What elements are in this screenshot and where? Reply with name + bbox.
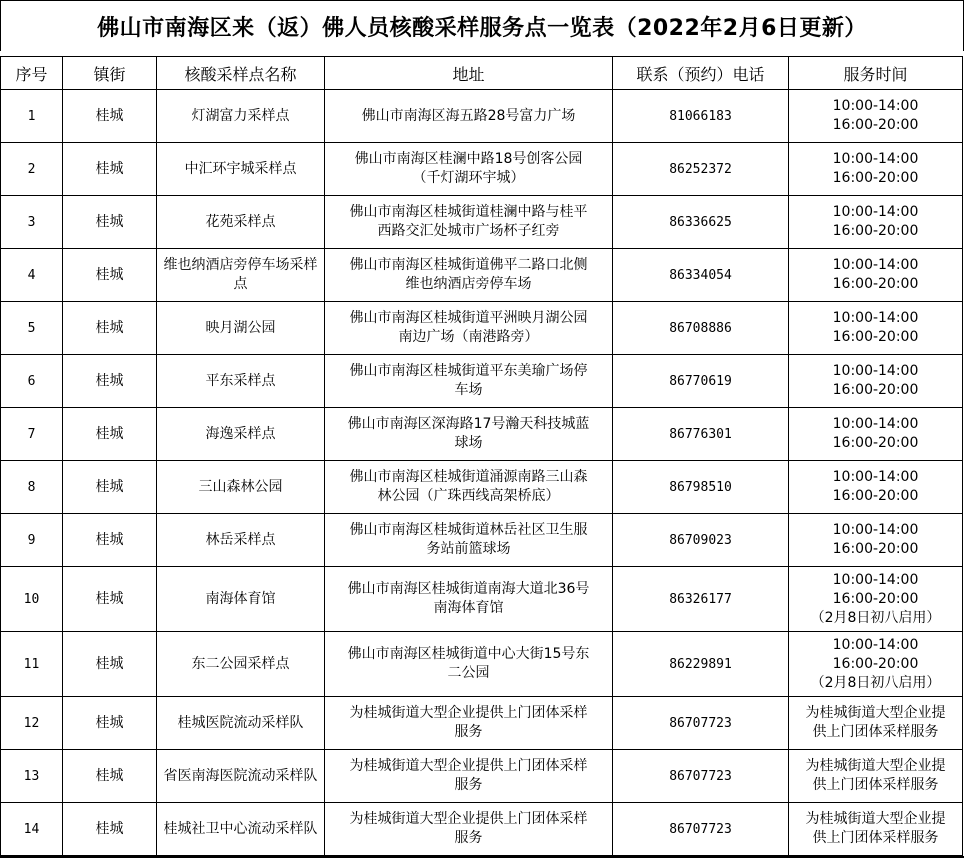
cell-address-line: 佛山市南海区桂城街道涌源南路三山森	[349, 469, 588, 485]
table-row	[1, 567, 963, 632]
cell-town: 桂城	[63, 408, 157, 461]
table-row	[1, 90, 963, 143]
cell-phone: 86770619	[613, 355, 789, 408]
table-row	[1, 249, 963, 302]
cell-phone: 86334054	[613, 249, 789, 302]
cell-seq: 6	[1, 355, 63, 408]
cell-hours	[789, 750, 963, 803]
cell-hours-line: 供上门团体采样服务	[812, 777, 939, 793]
cell-site: 花苑采样点	[157, 196, 325, 249]
cell-site: 省医南海医院流动采样队	[157, 750, 325, 803]
cell-hours-line: 为桂城街道大型企业提	[805, 758, 946, 774]
cell-site: 映月湖公园	[157, 302, 325, 355]
cell-seq: 7	[1, 408, 63, 461]
header-phone: 联系（预约）电话	[613, 57, 789, 90]
cell-hours-line: 16:00-20:00	[832, 541, 919, 557]
table-row	[1, 355, 963, 408]
cell-hours	[789, 567, 963, 632]
cell-town: 桂城	[63, 697, 157, 750]
cell-site: 灯湖富力采样点	[157, 90, 325, 143]
cell-address	[325, 632, 613, 697]
cell-town: 桂城	[63, 461, 157, 514]
cell-address-line: 佛山市南海区桂城街道佛平二路口北侧	[349, 257, 588, 273]
cell-phone: 86708886	[613, 302, 789, 355]
cell-hours-line: 16:00-20:00	[832, 655, 919, 672]
cell-seq: 4	[1, 249, 63, 302]
header-seq: 序号	[1, 57, 63, 90]
cell-seq: 10	[1, 567, 63, 632]
header-hours: 服务时间	[789, 57, 963, 90]
cell-address-line: 佛山市南海区桂澜中路18号创客公园	[354, 151, 583, 167]
cell-address-line: 为桂城街道大型企业提供上门团体采样	[349, 811, 588, 827]
cell-address	[325, 750, 613, 803]
cell-address	[325, 302, 613, 355]
cell-phone: 81066183	[613, 90, 789, 143]
cell-seq: 11	[1, 632, 63, 697]
cell-address-line: 服务	[454, 724, 483, 740]
cell-address-line: 服务	[454, 830, 483, 846]
cell-town: 桂城	[63, 514, 157, 567]
sampling-sites-table	[0, 56, 963, 856]
cell-address-line: （千灯湖环宇城）	[412, 170, 525, 186]
cell-hours-line: 供上门团体采样服务	[812, 830, 939, 846]
cell-site: 三山森林公园	[157, 461, 325, 514]
cell-hours	[789, 143, 963, 196]
cell-phone: 86326177	[613, 567, 789, 632]
cell-address-line: 佛山市南海区深海路17号瀚天科技城蓝	[347, 416, 590, 432]
cell-address	[325, 697, 613, 750]
cell-address-line: 林公园（广珠西线高架桥底）	[377, 488, 560, 504]
cell-hours-line: 10:00-14:00	[832, 310, 919, 326]
table-row	[1, 697, 963, 750]
cell-hours-line: 10:00-14:00	[832, 363, 919, 379]
cell-hours	[789, 803, 963, 856]
cell-site: 中汇环宇城采样点	[157, 143, 325, 196]
cell-address-line: 服务	[454, 777, 483, 793]
cell-hours-line: 10:00-14:00	[832, 469, 919, 485]
cell-town: 桂城	[63, 143, 157, 196]
cell-address-line: 为桂城街道大型企业提供上门团体采样	[349, 705, 588, 721]
cell-phone: 86707723	[613, 750, 789, 803]
header-address: 地址	[325, 57, 613, 90]
cell-seq: 1	[1, 90, 63, 143]
cell-town: 桂城	[63, 567, 157, 632]
cell-town: 桂城	[63, 750, 157, 803]
cell-address-line: 佛山市南海区桂城街道中心大街15号东	[347, 646, 590, 662]
table-row	[1, 302, 963, 355]
table-row	[1, 196, 963, 249]
cell-hours-line: 16:00-20:00	[832, 329, 919, 345]
cell-address-line: 为桂城街道大型企业提供上门团体采样	[349, 758, 588, 774]
cell-town: 桂城	[63, 249, 157, 302]
cell-site: 南海体育馆	[157, 567, 325, 632]
cell-hours-line: 10:00-14:00	[832, 636, 919, 653]
cell-hours-line: 16:00-20:00	[832, 435, 919, 451]
cell-address	[325, 567, 613, 632]
cell-site: 维也纳酒店旁停车场采样点	[157, 249, 325, 302]
cell-site: 海逸采样点	[157, 408, 325, 461]
table-row	[1, 750, 963, 803]
cell-hours-line: 10:00-14:00	[832, 204, 919, 220]
header-site: 核酸采样点名称	[157, 57, 325, 90]
cell-hours-line: （2月8日初八启用）	[810, 674, 941, 691]
cell-seq: 8	[1, 461, 63, 514]
cell-address	[325, 514, 613, 567]
cell-phone: 86707723	[613, 803, 789, 856]
table-row	[1, 514, 963, 567]
cell-site: 林岳采样点	[157, 514, 325, 567]
cell-address-line: 南海体育馆	[433, 600, 504, 616]
cell-address	[325, 143, 613, 196]
cell-hours-line: （2月8日初八启用）	[810, 609, 941, 626]
table-header-row	[1, 57, 963, 90]
cell-address-line: 球场	[454, 435, 483, 451]
cell-site: 平东采样点	[157, 355, 325, 408]
cell-hours	[789, 302, 963, 355]
cell-address-line: 南边广场（南港路旁）	[398, 329, 539, 345]
cell-hours-line: 10:00-14:00	[832, 98, 919, 114]
cell-address-line: 车场	[454, 382, 483, 398]
cell-address	[325, 408, 613, 461]
cell-seq: 2	[1, 143, 63, 196]
cell-address	[325, 249, 613, 302]
cell-hours	[789, 461, 963, 514]
cell-hours-line: 16:00-20:00	[832, 488, 919, 504]
cell-hours	[789, 196, 963, 249]
cell-town: 桂城	[63, 196, 157, 249]
cell-phone: 86776301	[613, 408, 789, 461]
cell-address	[325, 803, 613, 856]
table-body	[1, 90, 963, 856]
cell-town: 桂城	[63, 302, 157, 355]
table-row	[1, 461, 963, 514]
cell-hours	[789, 355, 963, 408]
cell-address-line: 佛山市南海区桂城街道桂澜中路与桂平	[349, 204, 588, 220]
cell-hours-line: 10:00-14:00	[832, 151, 919, 167]
cell-town: 桂城	[63, 632, 157, 697]
cell-hours	[789, 514, 963, 567]
cell-seq: 9	[1, 514, 63, 567]
cell-address	[325, 461, 613, 514]
cell-hours-line: 16:00-20:00	[832, 170, 919, 186]
cell-hours-line: 10:00-14:00	[832, 416, 919, 432]
cell-seq: 13	[1, 750, 63, 803]
cell-hours	[789, 249, 963, 302]
cell-address-line: 维也纳酒店旁停车场	[405, 276, 532, 292]
header-town: 镇街	[63, 57, 157, 90]
page-title: 佛山市南海区来（返）佛人员核酸采样服务点一览表（2022年2月6日更新）	[0, 0, 964, 51]
cell-hours-line: 16:00-20:00	[832, 117, 919, 133]
cell-phone: 86252372	[613, 143, 789, 196]
cell-address-line: 佛山市南海区海五路28号富力广场	[361, 107, 576, 124]
cell-phone: 86229891	[613, 632, 789, 697]
cell-address-line: 佛山市南海区桂城街道平东美瑜广场停	[349, 363, 588, 379]
cell-phone: 86798510	[613, 461, 789, 514]
cell-hours-line: 10:00-14:00	[832, 571, 919, 588]
table-row	[1, 143, 963, 196]
cell-hours-line: 16:00-20:00	[832, 276, 919, 292]
cell-hours-line: 为桂城街道大型企业提	[805, 811, 946, 827]
cell-seq: 5	[1, 302, 63, 355]
cell-town: 桂城	[63, 355, 157, 408]
cell-site: 东二公园采样点	[157, 632, 325, 697]
cell-hours-line: 16:00-20:00	[832, 382, 919, 398]
cell-hours	[789, 632, 963, 697]
cell-hours-line: 16:00-20:00	[832, 223, 919, 239]
cell-address-line: 佛山市南海区桂城街道林岳社区卫生服	[349, 522, 588, 538]
cell-town: 桂城	[63, 90, 157, 143]
table-row	[1, 632, 963, 697]
table-row	[1, 803, 963, 856]
cell-address	[325, 90, 613, 143]
cell-hours	[789, 408, 963, 461]
cell-phone: 86709023	[613, 514, 789, 567]
cell-hours-line: 10:00-14:00	[832, 522, 919, 538]
table-row	[1, 408, 963, 461]
cell-seq: 12	[1, 697, 63, 750]
cell-address-line: 佛山市南海区桂城街道平洲映月湖公园	[349, 310, 588, 326]
cell-site: 桂城医院流动采样队	[157, 697, 325, 750]
cell-address-line: 务站前篮球场	[426, 541, 511, 557]
cell-site: 桂城社卫中心流动采样队	[157, 803, 325, 856]
cell-address	[325, 355, 613, 408]
cell-hours	[789, 697, 963, 750]
cell-address-line: 二公园	[447, 665, 490, 681]
cell-phone: 86707723	[613, 697, 789, 750]
cell-phone: 86336625	[613, 196, 789, 249]
cell-town: 桂城	[63, 803, 157, 856]
cell-seq: 3	[1, 196, 63, 249]
cell-hours-line: 为桂城街道大型企业提	[805, 705, 946, 721]
cell-hours	[789, 90, 963, 143]
cell-address-line: 佛山市南海区桂城街道南海大道北36号	[347, 581, 590, 597]
cell-hours-line: 16:00-20:00	[832, 590, 919, 607]
cell-hours-line: 供上门团体采样服务	[812, 724, 939, 740]
cell-hours-line: 10:00-14:00	[832, 257, 919, 273]
cell-seq: 14	[1, 803, 63, 856]
cell-address	[325, 196, 613, 249]
cell-address-line: 西路交汇处城市广场杯子红旁	[377, 223, 560, 239]
